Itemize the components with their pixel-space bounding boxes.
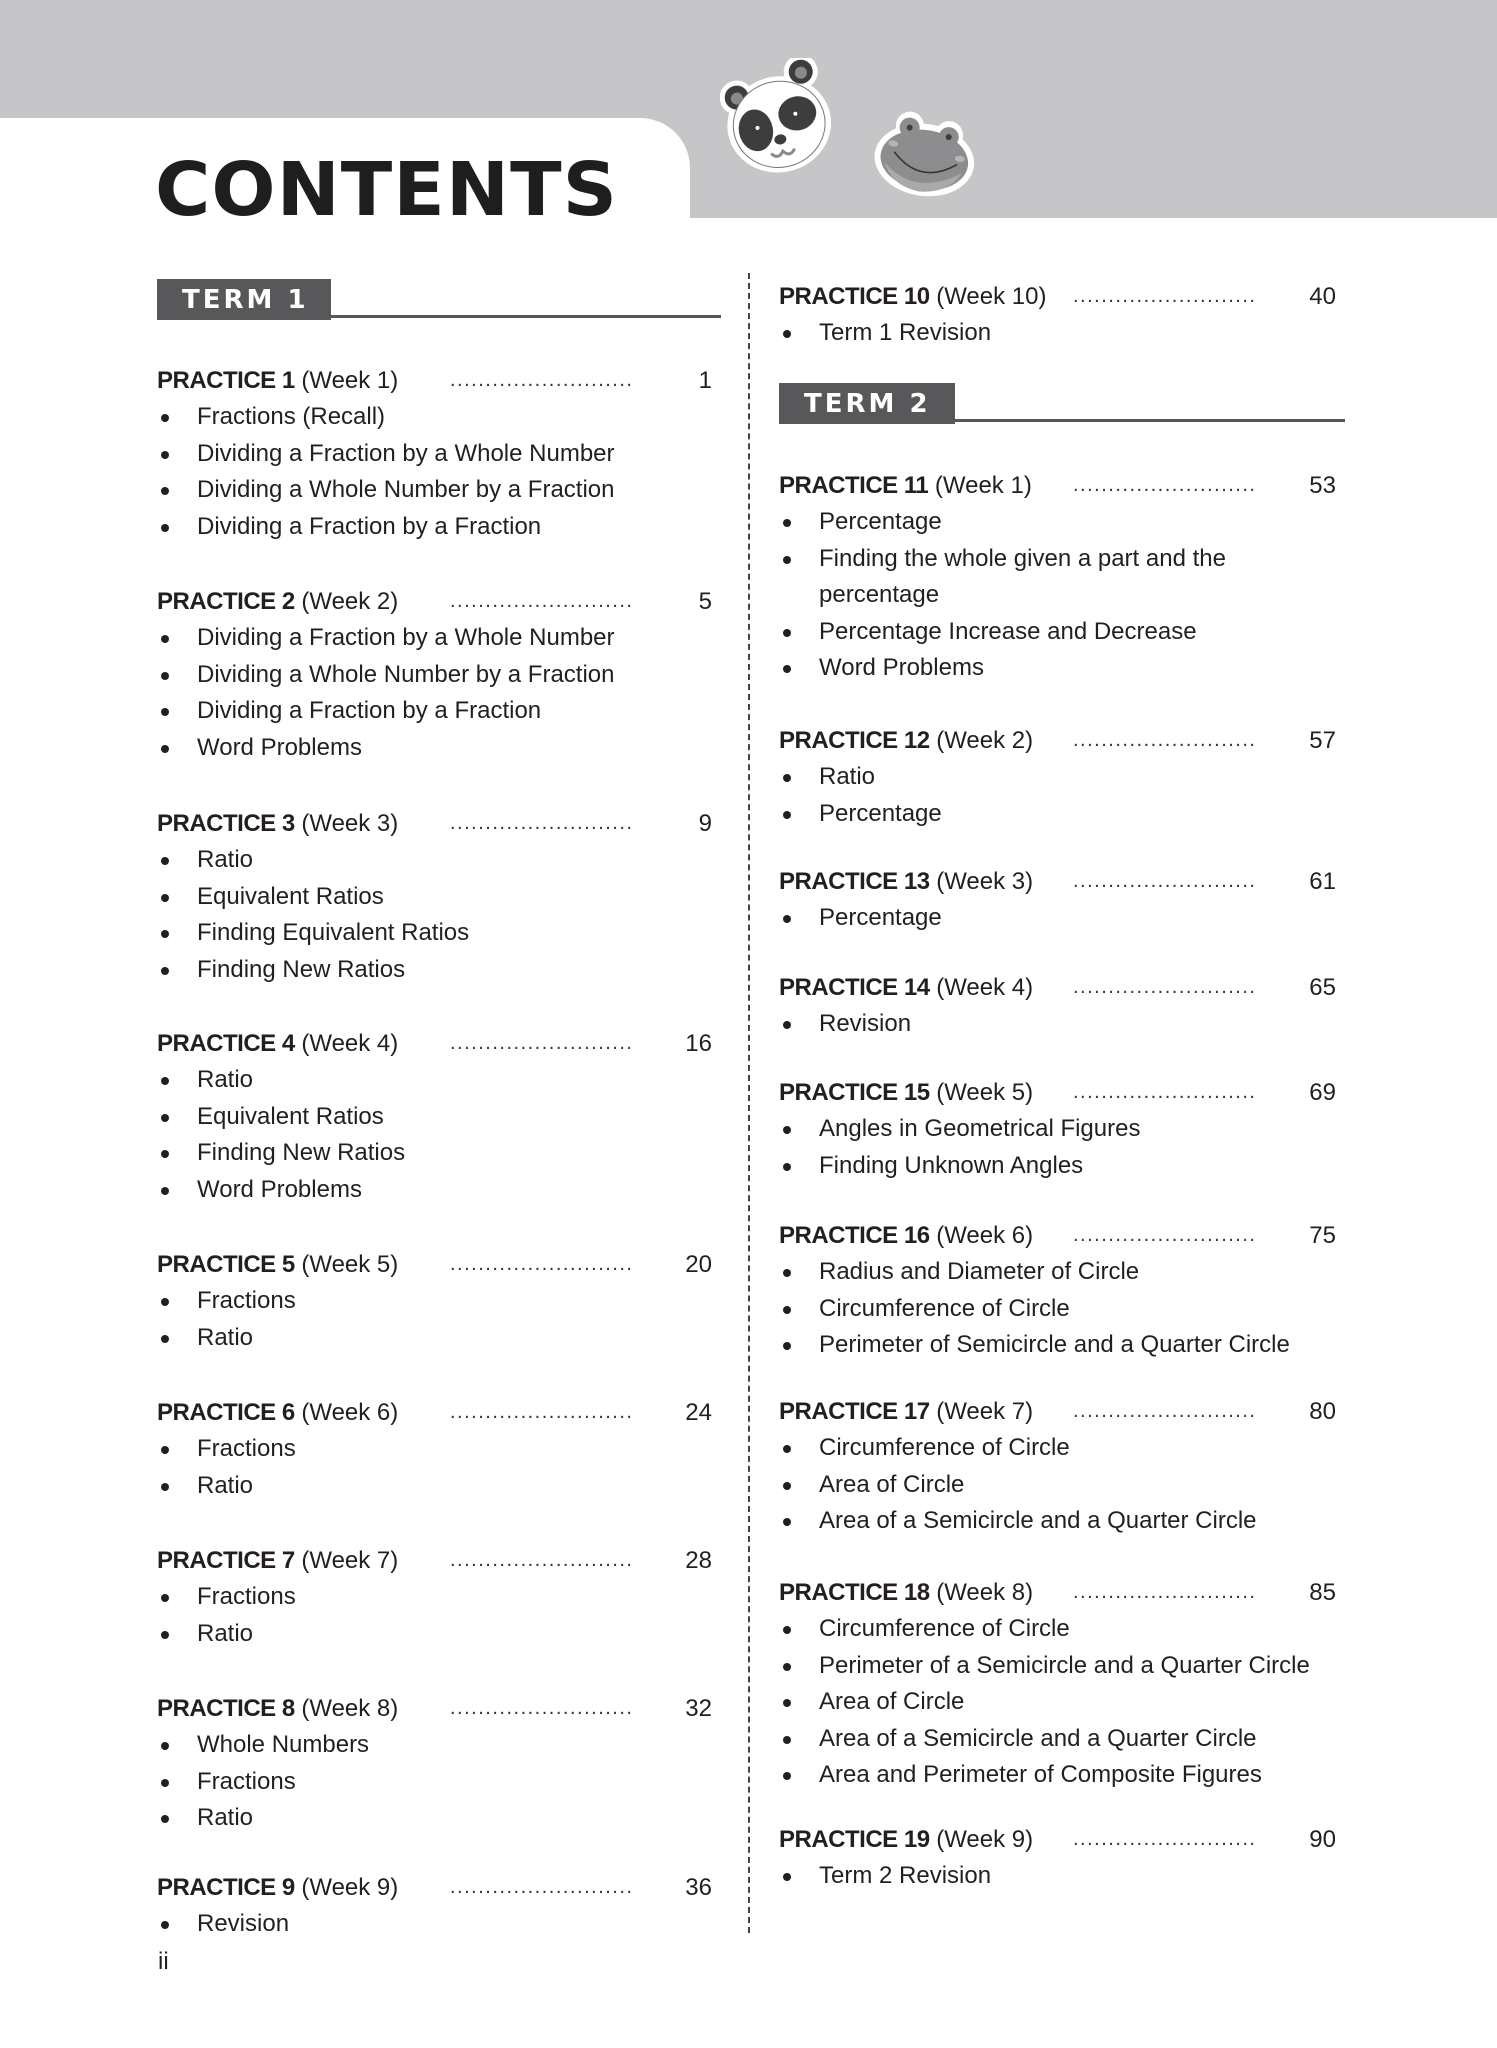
practice-page-number: 61: [1309, 868, 1336, 895]
practice-label: PRACTICE 13: [779, 868, 930, 895]
toc-entry-heading[interactable]: [779, 969, 1336, 1006]
page-title: CONTENTS: [155, 147, 618, 233]
topic-label: Radius and Diameter of Circle: [819, 1258, 1140, 1285]
topic-label: Word Problems: [819, 654, 984, 682]
topic-item: [157, 693, 712, 730]
bullet-icon: [161, 1594, 169, 1602]
practice-label: PRACTICE 12: [779, 727, 930, 754]
topic-label: Fractions: [197, 1287, 296, 1314]
toc-entry-heading[interactable]: [157, 1542, 712, 1579]
practice-page-number: 57: [1309, 727, 1336, 754]
topic-item: [157, 1468, 712, 1505]
topic-item: [779, 541, 1259, 614]
toc-entry[interactable]: [779, 863, 1336, 937]
topic-label: Area of a Semicircle and a Quarter Circle: [819, 1724, 1257, 1752]
topic-item: [779, 1327, 1336, 1364]
topic-item: [157, 1431, 712, 1468]
practice-label: PRACTICE 3: [157, 810, 295, 837]
topic-item: [779, 1467, 1336, 1504]
bullet-icon: [161, 745, 169, 753]
topic-label: Equivalent Ratios: [197, 882, 384, 910]
toc-entry[interactable]: [779, 722, 1336, 832]
topic-item: [157, 842, 712, 879]
topic-label: Dividing a Fraction by a Fraction: [197, 512, 542, 540]
toc-entry[interactable]: [157, 1025, 712, 1208]
toc-entry[interactable]: [157, 1394, 712, 1504]
frog-mascot-icon: [870, 110, 980, 200]
toc-entry-heading[interactable]: [157, 1869, 712, 1906]
topic-item: [779, 1757, 1336, 1794]
toc-entry-heading[interactable]: [779, 1574, 1336, 1611]
bullet-icon: [783, 1126, 791, 1134]
bullet-icon: [161, 930, 169, 938]
topic-item: [779, 759, 1336, 796]
topic-item: [157, 1320, 712, 1357]
topic-item: [157, 1283, 712, 1320]
bullet-icon: [161, 451, 169, 459]
practice-week: (Week 4): [936, 974, 1034, 1001]
topic-item: [157, 1906, 712, 1943]
toc-entry[interactable]: [779, 1393, 1336, 1540]
bullet-icon: [161, 1742, 169, 1750]
topic-label: Circumference of Circle: [819, 1615, 1070, 1642]
topic-label: Ratio: [819, 763, 876, 790]
topic-label: Revision: [819, 1010, 912, 1037]
topic-label: Equivalent Ratios: [197, 1102, 384, 1130]
practice-label: PRACTICE 16: [779, 1222, 930, 1249]
practice-label: PRACTICE 10: [779, 283, 930, 310]
practice-label: PRACTICE 15: [779, 1079, 930, 1106]
bullet-icon: [161, 1446, 169, 1454]
bullet-icon: [783, 1306, 791, 1314]
topic-label: Percentage: [819, 799, 942, 827]
bullet-icon: [783, 1021, 791, 1029]
topic-item: [157, 1616, 712, 1653]
bullet-icon: [783, 519, 791, 527]
topic-item: [157, 952, 712, 989]
practice-week: (Week 5): [936, 1079, 1034, 1106]
leader-dots: ..........................: [450, 1697, 634, 1719]
bullet-icon: [161, 967, 169, 975]
practice-page-number: 5: [698, 588, 712, 615]
topic-item: [157, 1800, 712, 1837]
topic-label: Finding the whole given a part and the percentage: [819, 544, 1226, 609]
topic-label: Dividing a Fraction by a Fraction: [197, 697, 542, 725]
toc-entry[interactable]: [157, 1869, 712, 1943]
bullet-icon: [161, 1921, 169, 1929]
bullet-icon: [783, 629, 791, 637]
bullet-icon: [161, 1335, 169, 1343]
topic-label: Circumference of Circle: [819, 1294, 1070, 1322]
topic-item: [779, 1430, 1336, 1467]
bullet-icon: [783, 1626, 791, 1634]
toc-entry-heading[interactable]: [157, 583, 712, 620]
topic-item: [157, 730, 712, 767]
practice-week: (Week 4): [301, 1030, 399, 1057]
leader-dots: ..........................: [1073, 1828, 1257, 1850]
leader-dots: ..........................: [1073, 1400, 1257, 1422]
topic-label: Percentage Increase and Decrease: [819, 617, 1197, 645]
topic-label: Area of a Semicircle and a Quarter Circle: [819, 1507, 1257, 1535]
practice-week: (Week 3): [301, 810, 399, 837]
bullet-icon: [783, 330, 791, 338]
bullet-icon: [161, 1114, 169, 1122]
toc-entry[interactable]: [157, 362, 712, 545]
practice-page-number: 85: [1309, 1579, 1336, 1606]
practice-page-number: 90: [1309, 1826, 1336, 1853]
bullet-icon: [783, 1445, 791, 1453]
practice-page-number: 53: [1309, 472, 1336, 499]
practice-label: PRACTICE 6: [157, 1399, 295, 1426]
toc-entry[interactable]: [779, 1821, 1336, 1895]
practice-label: PRACTICE 18: [779, 1579, 930, 1606]
topic-item: [779, 1111, 1336, 1148]
practice-week: (Week 1): [301, 367, 399, 394]
practice-label: PRACTICE 5: [157, 1251, 295, 1278]
topic-label: Dividing a Whole Number by a Fraction: [197, 660, 615, 688]
toc-entry[interactable]: [779, 1217, 1336, 1364]
term-2-rule: [955, 419, 1345, 422]
topic-label: Dividing a Fraction by a Whole Number: [197, 624, 615, 651]
topic-item: [779, 1721, 1336, 1758]
topic-label: Ratio: [197, 1323, 254, 1351]
topic-item: [779, 1858, 1336, 1895]
leader-dots: ..........................: [450, 1549, 634, 1571]
topic-item: [779, 650, 1336, 687]
practice-week: (Week 9): [936, 1826, 1034, 1853]
practice-page-number: 20: [685, 1251, 712, 1278]
page-number: ii: [158, 1948, 169, 1975]
bullet-icon: [161, 1815, 169, 1823]
toc-entry[interactable]: [779, 278, 1336, 352]
toc-entry-heading[interactable]: [157, 1690, 712, 1727]
toc-entry-heading[interactable]: [157, 1246, 712, 1283]
practice-label: PRACTICE 7: [157, 1547, 295, 1574]
topic-label: Dividing a Whole Number by a Fraction: [197, 476, 615, 504]
toc-entry-heading[interactable]: [157, 805, 712, 842]
topic-label: Percentage: [819, 508, 942, 535]
bullet-icon: [161, 635, 169, 643]
practice-label: PRACTICE 9: [157, 1874, 295, 1901]
bullet-icon: [783, 1518, 791, 1526]
bullet-icon: [783, 1772, 791, 1780]
toc-entry[interactable]: [779, 1574, 1336, 1794]
topic-label: Fractions (Recall): [197, 403, 386, 430]
bullet-icon: [783, 811, 791, 819]
practice-week: (Week 5): [301, 1251, 399, 1278]
topic-item: [157, 1099, 712, 1136]
topic-item: [157, 879, 712, 916]
term-1-header: [157, 279, 721, 320]
toc-entry[interactable]: [157, 1246, 712, 1356]
bullet-icon: [161, 1483, 169, 1491]
bullet-icon: [783, 1269, 791, 1277]
practice-page-number: 16: [685, 1030, 712, 1057]
topic-item: [779, 1006, 1336, 1043]
topic-item: [157, 399, 712, 436]
bullet-icon: [783, 1663, 791, 1671]
practice-page-number: 75: [1309, 1222, 1336, 1249]
bullet-icon: [161, 857, 169, 865]
bullet-icon: [161, 487, 169, 495]
leader-dots: ..........................: [450, 1401, 634, 1423]
bullet-icon: [161, 1298, 169, 1306]
practice-week: (Week 7): [936, 1398, 1034, 1425]
bullet-icon: [783, 1482, 791, 1490]
practice-week: (Week 7): [301, 1547, 399, 1574]
practice-week: (Week 2): [936, 727, 1034, 754]
topic-label: Ratio: [197, 1066, 254, 1093]
practice-week: (Week 6): [301, 1399, 399, 1426]
topic-label: Area and Perimeter of Composite Figures: [819, 1761, 1262, 1789]
practice-label: PRACTICE 11: [779, 472, 929, 499]
topic-item: [157, 1764, 712, 1801]
toc-entry-heading[interactable]: [779, 1821, 1336, 1858]
topic-label: Ratio: [197, 1471, 254, 1499]
bullet-icon: [161, 1077, 169, 1085]
practice-week: (Week 9): [301, 1874, 399, 1901]
topic-label: Fractions: [197, 1767, 296, 1795]
practice-page-number: 69: [1309, 1079, 1336, 1106]
topic-item: [157, 620, 712, 657]
toc-entry-heading[interactable]: [157, 1025, 712, 1062]
topic-item: [157, 436, 712, 473]
practice-week: (Week 6): [936, 1222, 1034, 1249]
topic-item: [779, 1611, 1336, 1648]
bullet-icon: [161, 708, 169, 716]
topic-label: Circumference of Circle: [819, 1434, 1070, 1461]
toc-entry-heading[interactable]: [779, 1074, 1336, 1111]
topic-label: Whole Numbers: [197, 1731, 370, 1758]
topic-label: Word Problems: [197, 1175, 362, 1203]
term-1-label: TERM 1: [157, 279, 331, 320]
practice-page-number: 1: [698, 367, 712, 394]
leader-dots: ..........................: [450, 812, 634, 834]
topic-label: Area of Circle: [819, 1688, 965, 1716]
topic-label: Dividing a Fraction by a Whole Number: [197, 439, 615, 467]
toc-entry-heading[interactable]: [779, 722, 1336, 759]
bullet-icon: [161, 1779, 169, 1787]
panda-mascot-icon: [720, 58, 850, 178]
toc-entry[interactable]: [779, 467, 1336, 687]
leader-dots: ..........................: [450, 590, 634, 612]
topic-label: Area of Circle: [819, 1470, 965, 1498]
toc-entry-heading[interactable]: [779, 1393, 1336, 1430]
topic-item: [779, 1648, 1336, 1685]
bullet-icon: [783, 1163, 791, 1171]
term-2-label: TERM 2: [779, 383, 955, 424]
topic-label: Finding Unknown Angles: [819, 1151, 1084, 1179]
topic-label: Fractions: [197, 1435, 296, 1462]
practice-week: (Week 8): [936, 1579, 1034, 1606]
leader-dots: ..........................: [1073, 285, 1257, 307]
topic-label: Word Problems: [197, 733, 362, 761]
topic-item: [157, 1579, 712, 1616]
topic-item: [779, 1291, 1336, 1328]
leader-dots: ..........................: [1073, 976, 1257, 998]
practice-week: (Week 8): [301, 1695, 399, 1722]
leader-dots: ..........................: [450, 1876, 634, 1898]
bullet-icon: [161, 1187, 169, 1195]
topic-label: Ratio: [197, 1804, 254, 1832]
topic-item: [779, 796, 1336, 833]
topic-item: [157, 1172, 712, 1209]
bullet-icon: [161, 1631, 169, 1639]
topic-item: [157, 509, 712, 546]
topic-label: Ratio: [197, 1619, 254, 1647]
bullet-icon: [783, 556, 791, 564]
leader-dots: ..........................: [1073, 1581, 1257, 1603]
term-2-header: [779, 383, 1345, 424]
practice-week: (Week 10): [936, 283, 1047, 310]
leader-dots: ..........................: [1073, 1224, 1257, 1246]
topic-label: Term 1 Revision: [819, 319, 992, 346]
practice-page-number: 36: [685, 1874, 712, 1901]
practice-page-number: 9: [698, 810, 712, 837]
topic-item: [157, 1062, 712, 1099]
leader-dots: ..........................: [450, 369, 634, 391]
bullet-icon: [783, 774, 791, 782]
practice-week: (Week 2): [301, 588, 399, 615]
toc-entry[interactable]: [157, 583, 712, 766]
topic-label: Finding New Ratios: [197, 1139, 406, 1167]
topic-label: Term 2 Revision: [819, 1862, 992, 1889]
toc-entry[interactable]: [779, 969, 1336, 1043]
practice-page-number: 80: [1309, 1398, 1336, 1425]
practice-page-number: 32: [685, 1695, 712, 1722]
leader-dots: ..........................: [1073, 870, 1257, 892]
practice-label: PRACTICE 19: [779, 1826, 930, 1853]
practice-page-number: 40: [1309, 283, 1336, 310]
topic-item: [779, 1254, 1336, 1291]
practice-label: PRACTICE 4: [157, 1030, 295, 1057]
column-divider: [748, 273, 750, 1933]
topic-item: [157, 1135, 712, 1172]
topic-item: [157, 915, 712, 952]
practice-label: PRACTICE 8: [157, 1695, 295, 1722]
toc-entry[interactable]: [157, 805, 712, 988]
bullet-icon: [783, 1342, 791, 1350]
topic-item: [779, 315, 1336, 352]
topic-item: [779, 1684, 1336, 1721]
bullet-icon: [783, 1699, 791, 1707]
topic-label: Perimeter of Semicircle and a Quarter Circle: [819, 1331, 1290, 1359]
toc-entry-heading[interactable]: [157, 362, 712, 399]
topic-label: Perimeter of a Semicircle and a Quarter Circle: [819, 1651, 1310, 1679]
topic-item: [779, 1503, 1336, 1540]
bullet-icon: [161, 414, 169, 422]
leader-dots: ..........................: [1073, 729, 1257, 751]
practice-page-number: 28: [685, 1547, 712, 1574]
bullet-icon: [161, 1150, 169, 1158]
topic-label: Ratio: [197, 846, 254, 873]
bullet-icon: [161, 672, 169, 680]
toc-entry[interactable]: [157, 1690, 712, 1837]
topic-item: [157, 1727, 712, 1764]
topic-item: [779, 900, 1336, 937]
term-1-rule: [331, 315, 721, 318]
practice-label: PRACTICE 14: [779, 974, 930, 1001]
topic-label: Finding New Ratios: [197, 955, 406, 983]
topic-label: Finding Equivalent Ratios: [197, 919, 470, 947]
topic-item: [779, 614, 1336, 651]
practice-week: (Week 3): [936, 868, 1034, 895]
toc-entry-heading[interactable]: [779, 467, 1336, 504]
topic-item: [157, 472, 712, 509]
bullet-icon: [783, 915, 791, 923]
practice-page-number: 24: [685, 1399, 712, 1426]
toc-entry-heading[interactable]: [779, 863, 1336, 900]
toc-entry-heading[interactable]: [779, 278, 1336, 315]
bullet-icon: [783, 1873, 791, 1881]
practice-label: PRACTICE 17: [779, 1398, 930, 1425]
topic-item: [779, 1148, 1336, 1185]
topic-label: Angles in Geometrical Figures: [819, 1115, 1141, 1142]
topic-label: Fractions: [197, 1583, 296, 1610]
toc-entry-heading[interactable]: [779, 1217, 1336, 1254]
bullet-icon: [161, 894, 169, 902]
bullet-icon: [161, 524, 169, 532]
leader-dots: ..........................: [1073, 1081, 1257, 1103]
toc-entry-heading[interactable]: [157, 1394, 712, 1431]
practice-page-number: 65: [1309, 974, 1336, 1001]
toc-entry[interactable]: [157, 1542, 712, 1652]
leader-dots: ..........................: [450, 1253, 634, 1275]
practice-week: (Week 1): [934, 472, 1032, 499]
practice-label: PRACTICE 1: [157, 367, 295, 394]
topic-label: Revision: [197, 1910, 290, 1937]
bullet-icon: [783, 1736, 791, 1744]
topic-label: Percentage: [819, 904, 942, 931]
leader-dots: ..........................: [450, 1032, 634, 1054]
leader-dots: ..........................: [1073, 474, 1257, 496]
topic-item: [157, 657, 712, 694]
practice-label: PRACTICE 2: [157, 588, 295, 615]
toc-entry[interactable]: [779, 1074, 1336, 1184]
bullet-icon: [783, 665, 791, 673]
topic-item: [779, 504, 1336, 541]
